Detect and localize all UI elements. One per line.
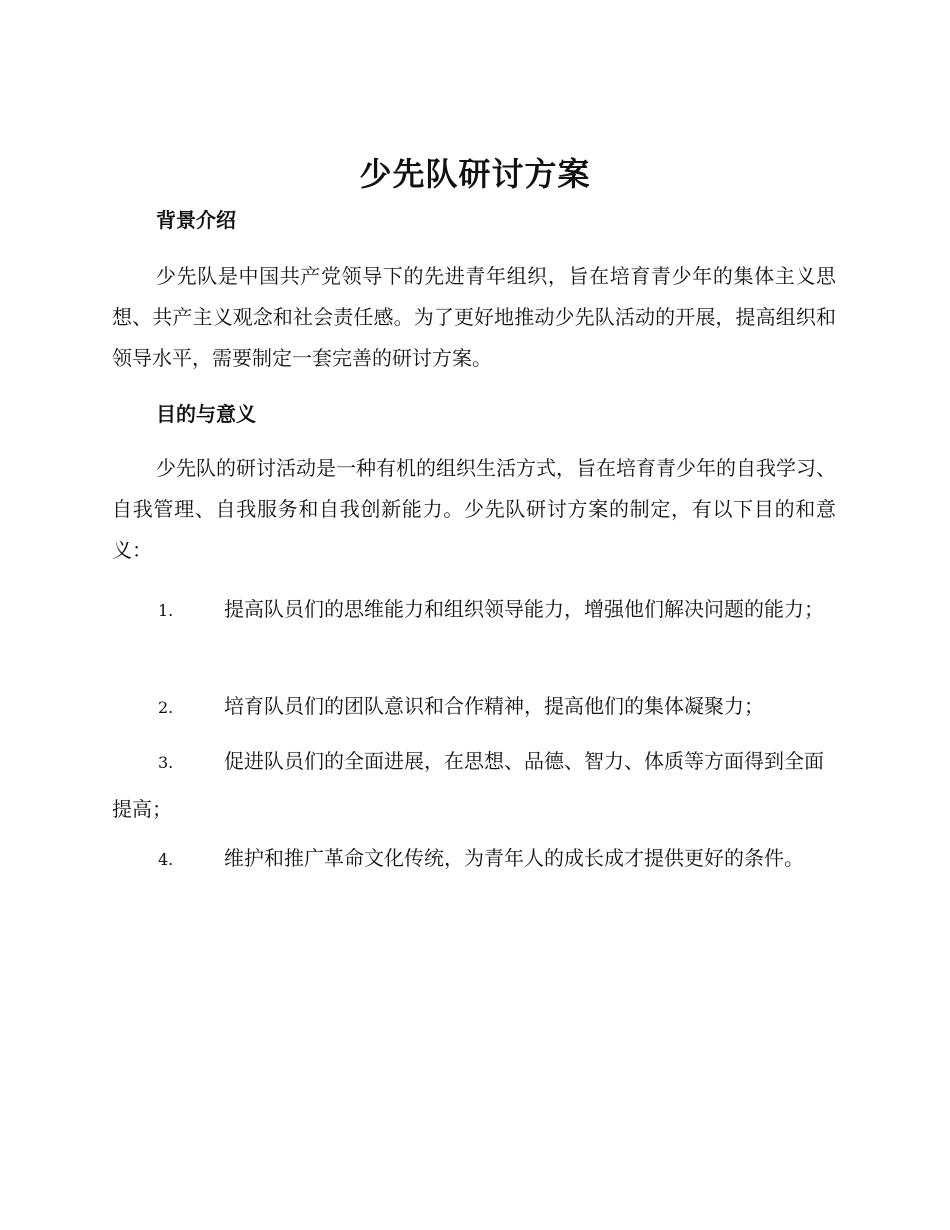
section-paragraph-background: 少先队是中国共产党领导下的先进青年组织，旨在培育青少年的集体主义思想、共产主义观念和社会责任感。为了更好地推动少先队活动的开展，提高组织和领导水平，需要制定一套完善的研讨方案。: [112, 264, 836, 370]
document-title: 少先队研讨方案: [359, 155, 591, 193]
list-item: [112, 835, 836, 883]
list-item-text: 提高队员们的思维能力和组织领导能力，增强他们解决问题的能力；: [224, 597, 824, 621]
list-item-text: 维护和推广革命文化传统，为青年人的成长成才提供更好的条件。: [224, 846, 804, 870]
section-heading-background: 背景介绍: [156, 208, 236, 232]
section-paragraph-purpose: 少先队的研讨活动是一种有机的组织生活方式，旨在培育青少年的自我学习、自我管理、自我服务和自我创新能力。少先队研讨方案的制定，有以下目的和意义：: [112, 456, 836, 562]
list-item: [112, 586, 836, 634]
list-item-number: 3.: [158, 753, 174, 772]
list-item-text: 培育队员们的团队意识和合作精神，提高他们的集体凝聚力；: [224, 694, 764, 718]
list-item: [112, 683, 836, 731]
list-item-number: 2.: [158, 698, 174, 717]
list-item-number: 1.: [158, 601, 174, 620]
list-item-number: 4.: [158, 850, 174, 869]
list-item-text: 促进队员们的全面进展，在思想、品德、智力、体质等方面得到全面提高；: [112, 749, 824, 821]
section-heading-purpose: 目的与意义: [156, 402, 256, 426]
list-item: [112, 738, 836, 832]
